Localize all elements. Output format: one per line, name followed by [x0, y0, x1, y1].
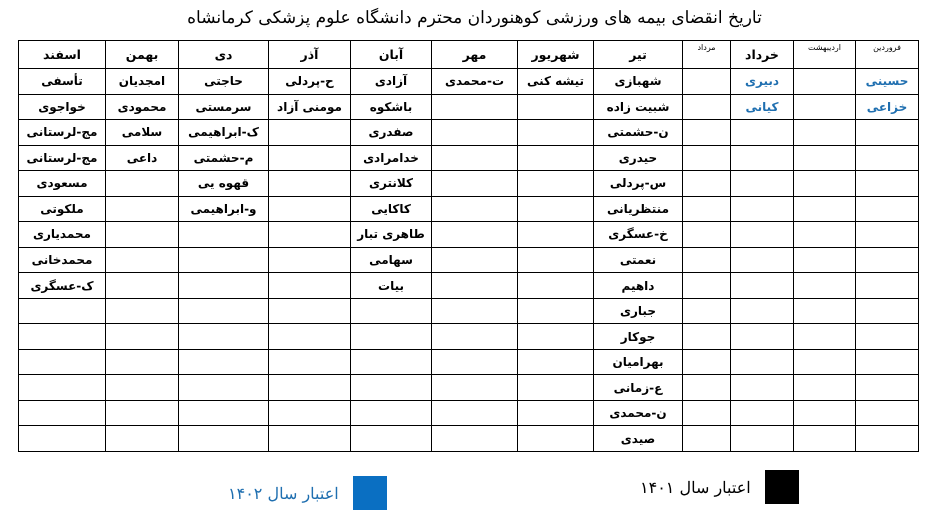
table-cell: خدامرادی	[351, 145, 432, 171]
table-cell	[683, 400, 731, 426]
table-cell	[269, 222, 351, 248]
table-cell	[432, 247, 518, 273]
table-cell: سرمستی	[179, 94, 269, 120]
table-cell: ک-عسگری	[19, 273, 106, 299]
table-cell	[683, 273, 731, 299]
table-cell: صیدی	[594, 426, 683, 452]
table-cell: کاکایی	[351, 196, 432, 222]
table-cell: حسینی	[856, 69, 919, 95]
table-cell: س-پردلی	[594, 171, 683, 197]
table-cell: خواجوی	[19, 94, 106, 120]
table-cell: ح-پردلی	[269, 69, 351, 95]
table-cell: تیشه کنی	[518, 69, 594, 95]
table-cell: شهبازی	[594, 69, 683, 95]
table-cell: خ-عسگری	[594, 222, 683, 248]
table-cell	[518, 375, 594, 401]
month-header: خرداد	[731, 41, 794, 69]
table-cell	[432, 171, 518, 197]
table-cell	[269, 145, 351, 171]
table-cell	[269, 400, 351, 426]
table-row	[19, 400, 919, 426]
table-cell: کلانتری	[351, 171, 432, 197]
table-cell	[179, 247, 269, 273]
table-cell	[19, 400, 106, 426]
table-cell: ع-زمانی	[594, 375, 683, 401]
table-cell: مسعودی	[19, 171, 106, 197]
table-cell: جباری	[594, 298, 683, 324]
table-cell	[351, 349, 432, 375]
table-cell	[518, 247, 594, 273]
table-cell	[19, 426, 106, 452]
table-cell: مج-لرستانی	[19, 145, 106, 171]
table-cell: داهیم	[594, 273, 683, 299]
table-cell: سهامی	[351, 247, 432, 273]
table-cell	[731, 400, 794, 426]
table-cell: قهوه یی	[179, 171, 269, 197]
table-cell	[518, 426, 594, 452]
table-cell: دبیری	[731, 69, 794, 95]
table-cell	[683, 120, 731, 146]
table-cell: محمدخانی	[19, 247, 106, 273]
table-cell	[518, 145, 594, 171]
table-cell	[683, 247, 731, 273]
table-cell	[518, 298, 594, 324]
table-cell	[106, 400, 179, 426]
table-cell: کیانی	[731, 94, 794, 120]
month-header: بهمن	[106, 41, 179, 69]
table-cell	[731, 120, 794, 146]
table-cell	[179, 324, 269, 350]
table-cell	[269, 426, 351, 452]
table-row	[19, 426, 919, 452]
legend-1402-label: اعتبار سال ۱۴۰۲	[228, 483, 339, 503]
table-row	[19, 349, 919, 375]
table-cell	[683, 171, 731, 197]
table-cell	[856, 426, 919, 452]
table-row	[19, 298, 919, 324]
table-cell	[731, 426, 794, 452]
table-cell: حاجتی	[179, 69, 269, 95]
table-cell	[794, 426, 856, 452]
table-cell	[106, 324, 179, 350]
table-cell: حیدری	[594, 145, 683, 171]
table-cell	[731, 298, 794, 324]
table-cell	[856, 196, 919, 222]
table-cell	[794, 69, 856, 95]
table-cell	[19, 298, 106, 324]
table-cell	[269, 349, 351, 375]
table-cell	[731, 273, 794, 299]
table-cell	[794, 247, 856, 273]
table-cell	[856, 273, 919, 299]
table-cell	[432, 375, 518, 401]
table-cell: آزادی	[351, 69, 432, 95]
table-cell	[731, 171, 794, 197]
table-cell: جوکار	[594, 324, 683, 350]
table-cell	[432, 400, 518, 426]
table-cell	[179, 349, 269, 375]
table-cell	[794, 324, 856, 350]
month-header: فروردین	[856, 41, 919, 69]
table-cell	[179, 375, 269, 401]
table-cell	[19, 349, 106, 375]
table-cell	[269, 324, 351, 350]
table-cell	[19, 324, 106, 350]
table-cell	[351, 324, 432, 350]
table-cell	[179, 400, 269, 426]
legend-1401	[640, 470, 799, 504]
table-cell: محمدیاری	[19, 222, 106, 248]
table-cell	[179, 222, 269, 248]
table-cell	[518, 171, 594, 197]
table-cell: صفدری	[351, 120, 432, 146]
table-cell	[856, 171, 919, 197]
table-row	[19, 324, 919, 350]
table-cell: ک-ابراهیمی	[179, 120, 269, 146]
month-header: مهر	[432, 41, 518, 69]
table-cell	[856, 120, 919, 146]
table-cell	[432, 273, 518, 299]
table-cell	[106, 171, 179, 197]
table-cell	[794, 145, 856, 171]
black-swatch	[765, 470, 799, 504]
table-cell: م-حشمتی	[179, 145, 269, 171]
table-cell: و-ابراهیمی	[179, 196, 269, 222]
table-cell	[856, 222, 919, 248]
table-cell	[106, 375, 179, 401]
table-row	[19, 273, 919, 299]
table-cell	[518, 196, 594, 222]
month-header: دی	[179, 41, 269, 69]
table-cell: ن-حشمتی	[594, 120, 683, 146]
table-cell	[794, 196, 856, 222]
table-cell	[794, 94, 856, 120]
table-row	[19, 222, 919, 248]
table-row	[19, 120, 919, 146]
table-cell	[856, 145, 919, 171]
table-row	[19, 171, 919, 197]
table-cell: باشکوه	[351, 94, 432, 120]
table-cell	[432, 145, 518, 171]
table-row	[19, 94, 919, 120]
month-header: آذر	[269, 41, 351, 69]
table-cell: بیات	[351, 273, 432, 299]
table-cell	[179, 273, 269, 299]
table-cell	[683, 94, 731, 120]
table-cell	[269, 247, 351, 273]
table-cell: ن-محمدی	[594, 400, 683, 426]
table-cell	[856, 298, 919, 324]
table-cell	[269, 375, 351, 401]
table-cell: سلامی	[106, 120, 179, 146]
table-cell	[794, 400, 856, 426]
table-cell	[518, 273, 594, 299]
table-cell	[518, 94, 594, 120]
table-cell	[683, 145, 731, 171]
table-cell	[518, 222, 594, 248]
table-cell	[683, 426, 731, 452]
table-cell	[794, 222, 856, 248]
page-title: تاریخ انقضای بیمه های ورزشی کوهنوردان محترم دانشگاه علوم پزشکی کرمانشاه	[187, 8, 762, 28]
table-cell	[432, 196, 518, 222]
table-cell	[179, 426, 269, 452]
table-cell	[269, 120, 351, 146]
table-cell	[518, 324, 594, 350]
table-cell	[731, 196, 794, 222]
table-cell	[269, 298, 351, 324]
table-header-row	[19, 41, 919, 69]
table-cell	[432, 426, 518, 452]
table-cell	[432, 94, 518, 120]
month-header: شهریور	[518, 41, 594, 69]
table-cell	[518, 349, 594, 375]
month-header: مرداد	[683, 41, 731, 69]
table-cell	[683, 324, 731, 350]
table-row	[19, 247, 919, 273]
table-cell	[106, 349, 179, 375]
table-cell	[683, 375, 731, 401]
table-cell	[106, 222, 179, 248]
table-cell	[794, 273, 856, 299]
month-header: تیر	[594, 41, 683, 69]
table-cell	[432, 120, 518, 146]
legend-1402	[228, 476, 387, 510]
table-cell	[269, 171, 351, 197]
table-cell	[731, 247, 794, 273]
table-cell	[731, 222, 794, 248]
table-cell: نعمتی	[594, 247, 683, 273]
table-cell	[518, 120, 594, 146]
table-cell	[794, 120, 856, 146]
table-cell	[106, 298, 179, 324]
table-cell	[856, 349, 919, 375]
table-cell	[731, 145, 794, 171]
table-cell	[351, 426, 432, 452]
table-cell: امجدیان	[106, 69, 179, 95]
table-cell	[683, 349, 731, 375]
table-cell	[351, 400, 432, 426]
table-cell	[106, 196, 179, 222]
insurance-expiry-table	[18, 40, 919, 452]
table-cell	[856, 375, 919, 401]
table-cell: محمودی	[106, 94, 179, 120]
table-cell: شبیت زاده	[594, 94, 683, 120]
month-header: اردیبهشت	[794, 41, 856, 69]
table-cell	[683, 196, 731, 222]
table-cell: ملکوتی	[19, 196, 106, 222]
table-cell: مومنی آزاد	[269, 94, 351, 120]
table-cell	[106, 273, 179, 299]
table-cell: داعی	[106, 145, 179, 171]
table-row	[19, 196, 919, 222]
table-cell	[269, 273, 351, 299]
table-cell: مج-لرستانی	[19, 120, 106, 146]
table-cell: بهرامیان	[594, 349, 683, 375]
table-row	[19, 145, 919, 171]
table-cell	[518, 400, 594, 426]
table-cell	[106, 247, 179, 273]
table-cell	[179, 298, 269, 324]
blue-swatch	[353, 476, 387, 510]
table-cell: تأسفی	[19, 69, 106, 95]
month-header: آبان	[351, 41, 432, 69]
legend-1401-label: اعتبار سال ۱۴۰۱	[640, 477, 751, 497]
table-cell	[794, 171, 856, 197]
table-cell	[269, 196, 351, 222]
table-cell: ت-محمدی	[432, 69, 518, 95]
table-cell	[683, 298, 731, 324]
table-cell	[794, 349, 856, 375]
table-cell	[856, 324, 919, 350]
table-cell	[731, 375, 794, 401]
table-cell	[432, 222, 518, 248]
table-cell	[856, 247, 919, 273]
table-cell	[432, 298, 518, 324]
table-cell	[794, 375, 856, 401]
table-cell	[432, 349, 518, 375]
table-cell: طاهری تبار	[351, 222, 432, 248]
table-cell	[856, 400, 919, 426]
table-cell	[351, 298, 432, 324]
table-body	[19, 69, 919, 452]
table-cell	[106, 426, 179, 452]
table-row	[19, 69, 919, 95]
table-cell	[731, 324, 794, 350]
table-cell	[683, 222, 731, 248]
table-cell: منتظریانی	[594, 196, 683, 222]
table-cell	[19, 375, 106, 401]
table-cell	[731, 349, 794, 375]
table-cell: خزاعی	[856, 94, 919, 120]
month-header: اسفند	[19, 41, 106, 69]
table-cell	[683, 69, 731, 95]
table-cell	[432, 324, 518, 350]
table-cell	[794, 298, 856, 324]
table-cell	[351, 375, 432, 401]
table-row	[19, 375, 919, 401]
